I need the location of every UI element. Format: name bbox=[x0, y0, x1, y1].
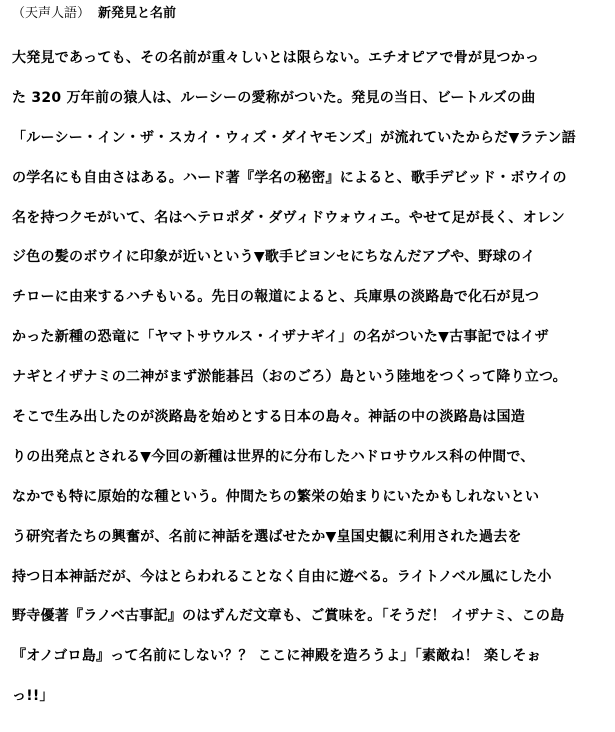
body-line: 「ルーシー・イン・ザ・スカイ・ウィズ・ダイヤモンズ」が流れていたからだ▼ラテン語 bbox=[12, 129, 576, 146]
body-line: っ!!」 bbox=[12, 688, 54, 705]
body-line: た 320 万年前の猿人は、ルーシーの愛称がついた。発見の当日、ビートルズの曲 bbox=[12, 89, 536, 106]
body-line: 名を持つクモがいて、名はヘテロポダ・ダヴィドウォウィエ。やせて足が長く、オレン bbox=[12, 209, 566, 226]
column-name: （天声人語） bbox=[12, 6, 91, 21]
body-line: 『オノゴロ島』って名前にしない？？ ここに神殿を造ろうよ」「素敵ね！ 楽しそぉ bbox=[12, 648, 541, 665]
body-line: りの出発点とされる▼今回の新種は世界的に分布したハドロサウルス科の仲間で、 bbox=[12, 448, 535, 465]
body-line: そこで生み出したのが淡路島を始めとする日本の島々。神話の中の淡路島は国造 bbox=[12, 409, 525, 426]
body-line: かった新種の恐竜に「ヤマトサウルス・イザナギイ」の名がついた▼古事記ではイザ bbox=[12, 329, 549, 346]
article-heading bbox=[12, 0, 607, 28]
body-line: チローに由来するハチもいる。先日の報道によると、兵庫県の淡路島で化石が見つ bbox=[12, 289, 540, 306]
article-body bbox=[12, 28, 607, 726]
body-line: う研究者たちの興奮が、名前に神話を選ばせたか▼皇国史観に利用された過去を bbox=[12, 528, 522, 545]
body-line: ジ色の髪のボウイに印象が近いという▼歌手ビヨンセにちなんだアブや、野球のイ bbox=[12, 249, 536, 266]
body-line: 大発見であっても、その名前が重々しいとは限らない。エチオピアで骨が見つかっ bbox=[12, 50, 540, 66]
body-line: 持つ日本神話だが、今はとらわれることなく自由に遊べる。ライトノベル風にした小 bbox=[12, 568, 552, 585]
body-line: ナギとイザナミの二神がまず淤能碁呂（おのごろ）島という陸地をつくって降り立つ。 bbox=[12, 369, 567, 386]
body-line: なかでも特に原始的な種という。仲間たちの繁栄の始まりにいたかもしれないとい bbox=[12, 488, 540, 505]
body-line: の学名にも自由さはある。ハード著『学名の秘密』によると、歌手デビッド・ボウイの bbox=[12, 169, 567, 186]
headline: 新発見と名前 bbox=[98, 6, 177, 21]
body-line: 野寺優著『ラノベ古事記』のはずんだ文章も、ご賞味を。「そうだ！ イザナミ、この島 bbox=[12, 608, 565, 625]
